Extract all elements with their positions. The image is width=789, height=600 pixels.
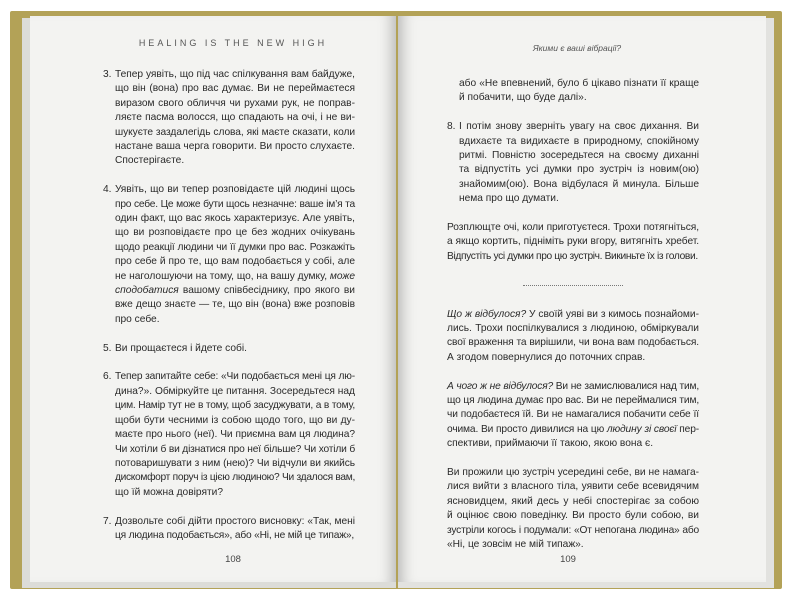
text-line: [115, 126, 355, 140]
paragraph: [447, 466, 699, 552]
text-segment: «Ні, це зовсім не мій типаж».: [447, 539, 584, 551]
text-line: [115, 298, 355, 312]
text-line: [115, 140, 355, 154]
text-line: [459, 135, 699, 149]
text-segment: Спостерігаєте.: [115, 155, 185, 167]
text-line: [115, 342, 355, 356]
text-line: [115, 111, 355, 125]
text-segment: дина?». Обміркуйте це питання. Зосередьтеся над: [115, 385, 355, 397]
text-segment: І потім знову зверніть увагу на своє дихання. Ви: [459, 121, 699, 133]
text-segment: про себе. Це може бути щось незначне: ваше ім’я та: [115, 198, 355, 210]
text-line: [447, 466, 699, 480]
text-segment: що він (вона) про вас думає. Ви не переймаєтеся: [115, 83, 355, 95]
text-line: [459, 77, 699, 91]
text-segment: ця людина подобається», або «Ні, не мій це типаж»,: [115, 529, 355, 541]
text-line: [115, 385, 355, 399]
text-segment: не наголошуючи на тому, що, на вашу думку,: [115, 270, 330, 282]
text-line: [459, 192, 699, 206]
text-segment: й оцінює свою поведінку. Ви просто були собою, ви: [447, 510, 699, 522]
text-column: [447, 77, 699, 567]
text-segment: Ви прощаєтеся і йдете собі.: [115, 342, 247, 354]
text-line: [115, 212, 355, 226]
text-segment: пер-: [676, 423, 699, 435]
text-segment: маєте про нього (неї). Чи приємна вам ця людина?: [115, 429, 355, 441]
list-number: 8.: [447, 121, 456, 133]
list-number: 5.: [103, 342, 112, 354]
text-segment: шукуєте заздалегідь слова, які маєте сказати, коли: [115, 126, 355, 138]
list-number: 7.: [103, 515, 112, 527]
text-segment: та відпустіть усі думки про зустріч із новим(ою): [459, 164, 699, 176]
text-line: [115, 255, 355, 269]
numbered-paragraph: [103, 68, 355, 169]
text-line: [115, 198, 355, 212]
text-segment: цим. Намір тут не в тому, щоб засуджувати, а в тому,: [115, 400, 355, 412]
text-segment: Чи хотіли б ви дізнатися про неї більше? Чи хотіли б: [115, 443, 355, 455]
paragraph: [447, 380, 699, 452]
text-line: [115, 226, 355, 240]
text-line: [459, 178, 699, 192]
text-line: [115, 68, 355, 82]
text-segment: виразом свого обличчя чи рухами рук, не поправ-: [115, 97, 355, 109]
text-segment: вже дещо знаєте — те, що він (вона) вже розповів: [115, 299, 355, 311]
text-line: [115, 370, 355, 384]
text-segment: Ви прожили цю зустріч усередині себе, ви не намага-: [447, 467, 699, 479]
text-line: [447, 235, 699, 249]
running-head: Якими є ваші вібрації?: [532, 43, 622, 53]
text-segment: зустріли когось і подумали: «От непогана людина» або: [447, 524, 699, 536]
text-line: [447, 394, 699, 408]
text-line: [459, 149, 699, 163]
page-number: 109: [560, 554, 576, 565]
text-segment: що їй можна довіряти?: [115, 486, 223, 498]
text-segment: настане ваша черга говорити. Ви просто слухаєте.: [115, 141, 355, 153]
list-number: 4.: [103, 184, 112, 196]
numbered-paragraph: [103, 370, 355, 500]
text-line: [115, 515, 355, 529]
text-segment: нема про що думати.: [459, 193, 559, 205]
right-page: [398, 16, 766, 582]
numbered-paragraph: [103, 342, 355, 356]
text-segment: або «Не впевнений, було б цікаво пізнати її краще: [459, 78, 699, 89]
text-segment: спективи, приймаючи її такою, якою вона є.: [447, 438, 654, 450]
numbered-paragraph: [103, 183, 355, 327]
text-segment: що ця людина думає про вас. Ви не переймалися тим,: [447, 395, 699, 407]
text-line: [447, 538, 699, 552]
text-segment: щоби бути чесними із собою щодо того, що ви ду-: [115, 414, 355, 426]
italic-text: Що ж відбулося?: [447, 308, 527, 320]
text-segment: Ви не замислювалися над тим,: [553, 380, 699, 392]
text-segment: Відпустіть усі думки про цю зустріч. Викиньте їх із голови.: [447, 250, 698, 262]
text-segment: ляєте пасма волосся, що спадають на очі, і не ви-: [115, 112, 355, 124]
text-segment: вашому співбесіднику, про якого ви: [178, 285, 355, 297]
text-line: [115, 443, 355, 457]
text-segment: щодо реакції людини чи її думки про вас. Розкажіть: [115, 241, 355, 253]
numbered-paragraph: [103, 515, 355, 544]
paragraph: [447, 77, 699, 106]
list-number: 3.: [103, 69, 112, 80]
text-segment: Розплющте очі, коли приготуєтеся. Трохи потягніться,: [447, 222, 699, 234]
text-line: [115, 414, 355, 428]
list-number: 6.: [103, 371, 112, 383]
text-line: [115, 284, 355, 298]
text-line: [115, 183, 355, 197]
text-line: [447, 336, 699, 350]
text-line: [447, 351, 699, 365]
text-column: [103, 68, 355, 558]
text-segment: Дозвольте собі дійти простого висновку: «Так, мені: [115, 515, 355, 527]
paragraph: [447, 308, 699, 366]
text-line: [447, 380, 699, 394]
text-segment: Тепер уявіть, що під час спілкування вам байдуже,: [115, 69, 355, 80]
text-segment: й побачити, що буде далі».: [459, 92, 587, 104]
left-page: [30, 16, 396, 582]
italic-text: А чого ж не відбулося?: [447, 380, 553, 392]
italic-text: сподобатися: [115, 285, 179, 297]
text-line: [447, 480, 699, 494]
text-line: [447, 437, 699, 451]
text-segment: що ви розповідаєте про це без жодних очікувань: [115, 227, 355, 239]
text-line: [115, 428, 355, 442]
text-line: [115, 486, 355, 500]
numbered-paragraph: [447, 120, 699, 206]
text-line: [447, 408, 699, 422]
text-line: [115, 399, 355, 413]
text-line: [447, 308, 699, 322]
paragraph: [447, 221, 699, 264]
text-segment: про себе й про те, що вам подобається у собі, але: [115, 256, 355, 268]
text-segment: У своїй уяві ви з кимось познайоми-: [526, 308, 699, 320]
text-segment: ритмі. Повністю зосередьтеся на своєму диханні: [459, 150, 699, 162]
text-segment: ясновидцем, який десь у небі спостерігає за собою: [447, 495, 699, 507]
text-segment: про себе.: [115, 313, 160, 325]
text-line: [447, 509, 699, 523]
text-line: [447, 322, 699, 336]
running-head: HEALING IS THE NEW HIGH: [138, 38, 328, 48]
text-line: [115, 241, 355, 255]
text-segment: Уявіть, що ви тепер розповідаєте цій людині щось: [115, 184, 355, 196]
text-line: [459, 91, 699, 105]
text-segment: знайомим(ою). Вона відбулася й минула. Більше: [459, 178, 699, 190]
text-segment: очима. Ви просто дивилися на цю: [447, 423, 607, 435]
text-line: [115, 154, 355, 168]
text-segment: лися вийти з власного тіла, уявити себе всевидячим: [447, 481, 699, 493]
text-line: [115, 97, 355, 111]
text-segment: А згодом повернулися до поточних справ.: [447, 351, 646, 363]
text-segment: Тепер запитайте себе: «Чи подобається мені ця лю-: [115, 371, 355, 383]
page-number: 108: [225, 554, 241, 565]
text-line: [115, 529, 355, 543]
text-segment: потоваришувати з ним (нею)? Чи відчули ви якийсь: [115, 457, 355, 469]
text-line: [115, 313, 355, 327]
text-segment: свої враження та вирішили, чи вона вам подобається.: [447, 337, 699, 349]
text-line: [115, 270, 355, 284]
text-line: [115, 471, 355, 485]
text-segment: дискомфорт поруч із цією людиною? Чи здалося вам,: [115, 472, 355, 484]
text-segment: а якщо кортить, підніміть руки вгору, витягніть хребет.: [447, 236, 699, 248]
italic-text: людину зі своєї: [606, 423, 677, 435]
italic-text: може: [329, 270, 355, 282]
text-segment: чи подобаєтеся їй. Ви не намагалися побачити себе її: [447, 409, 699, 421]
text-line: [447, 423, 699, 437]
text-line: [447, 524, 699, 538]
text-line: [459, 163, 699, 177]
text-segment: вдихаєте та видихаєте в природному, спокійному: [459, 135, 699, 147]
text-line: [115, 82, 355, 96]
text-line: [459, 120, 699, 134]
text-segment: один факт, що вас якось характеризує. Але уявіть,: [115, 213, 355, 225]
text-segment: лись. Трохи поспілкувалися з людиною, обміркували: [447, 323, 699, 335]
text-line: [447, 250, 699, 264]
text-line: [447, 221, 699, 235]
section-separator: [523, 285, 623, 286]
text-line: [447, 495, 699, 509]
text-line: [115, 457, 355, 471]
